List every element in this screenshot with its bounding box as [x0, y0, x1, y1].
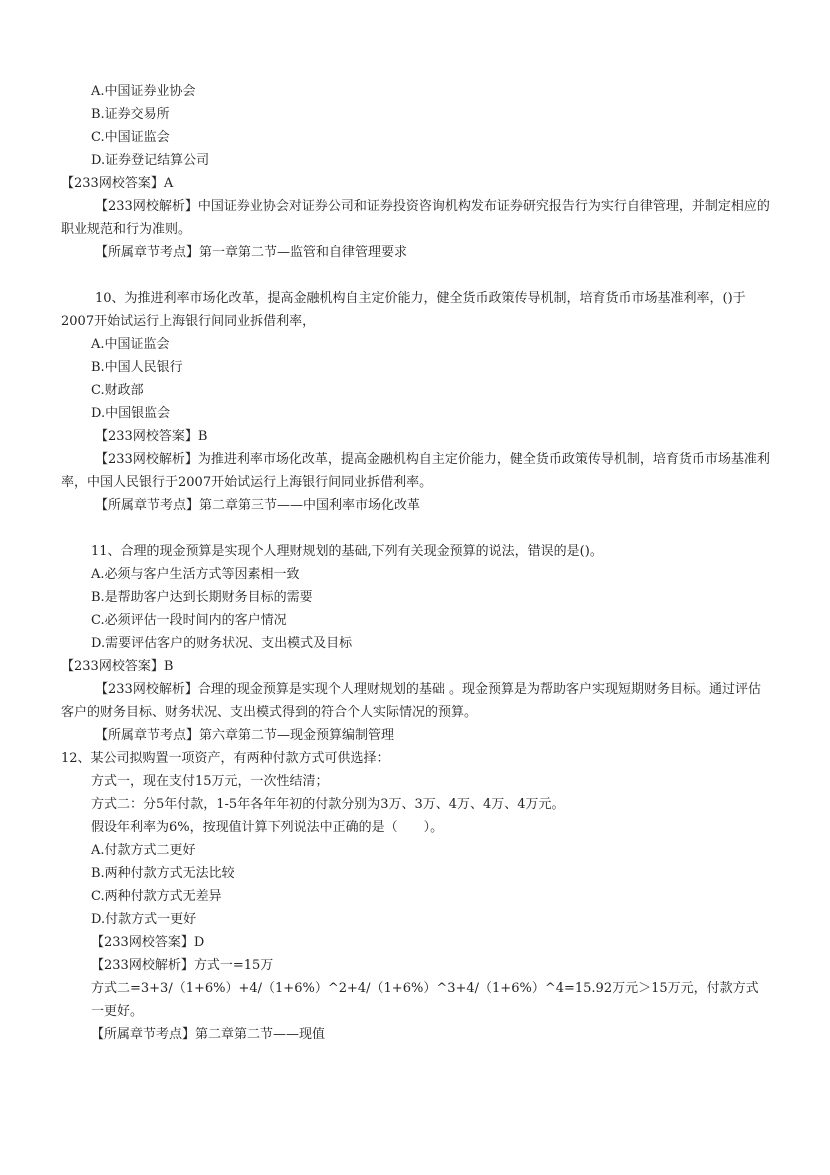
question-stem: 12、某公司拟购置一项资产，有两种付款方式可供选择：	[61, 751, 390, 766]
stem-line-2: 方式二：分5年付款，1-5年各年年初的付款分别为3万、3万、4万、4万、4万元。	[91, 797, 565, 812]
option-a: A.付款方式二更好	[91, 843, 196, 858]
option-c: C.必须评估一段时间内的客户情况	[91, 613, 287, 628]
question-12	[61, 747, 771, 1046]
chapter-point: 【所属章节考点】第二章第三节——中国利率市场化改革	[95, 498, 421, 513]
option-c: C.两种付款方式无差异	[91, 889, 222, 904]
option-b: B.证券交易所	[91, 107, 170, 122]
spacer	[61, 517, 771, 540]
answer: 【233网校答案】B	[95, 429, 208, 444]
analysis-line-1: 【233网校解析】方式一=15万	[91, 958, 274, 973]
question-10	[61, 287, 771, 517]
answer: 【233网校答案】A	[61, 176, 174, 191]
analysis: 【233网校解析】为推进利率市场化改革，提高金融机构自主定价能力，健全货币政策传导机制，培育货币市场基准利率，中国人民银行于2007开始试运行上海银行间同业拆借利率。	[61, 452, 770, 490]
option-b: B.两种付款方式无法比较	[91, 866, 235, 881]
option-b: B.中国人民银行	[91, 360, 183, 375]
analysis: 【233网校解析】合理的现金预算是实现个人理财规划的基础 。现金预算是为帮助客户实现短期财务目标。通过评估客户的财务目标、财务状况、支出模式得到的符合个人实际情况的预算。	[61, 682, 761, 720]
analysis-line-2: 方式二=3+3/（1+6%）+4/（1+6%）^2+4/（1+6%）^3+4/（1+6%）^4=15.92万元＞15万元，付款方式一更好。	[91, 981, 759, 1019]
option-c: C.财政部	[91, 383, 144, 398]
option-d: D.需要评估客户的财务状况、支出模式及目标	[91, 636, 353, 651]
document-page	[61, 80, 771, 1046]
question-9-tail	[61, 80, 771, 264]
option-b: B.是帮助客户达到长期财务目标的需要	[91, 590, 313, 605]
stem-line-3: 假设年利率为6%，按现值计算下列说法中正确的是（ ）。	[91, 820, 444, 835]
option-d: D.证券登记结算公司	[91, 153, 210, 168]
spacer	[61, 264, 771, 287]
question-stem: 11、合理的现金预算是实现个人理财规划的基础,下列有关现金预算的说法，错误的是()。	[91, 544, 603, 559]
option-d: D.付款方式一更好	[91, 912, 197, 927]
chapter-point: 【所属章节考点】第二章第二节——现值	[91, 1027, 326, 1042]
chapter-point: 【所属章节考点】第一章第二节—监管和自律管理要求	[95, 245, 408, 260]
stem-line-1: 方式一，现在支付15万元，一次性结清；	[91, 774, 329, 789]
answer: 【233网校答案】D	[91, 935, 205, 950]
option-d: D.中国银监会	[91, 406, 171, 421]
question-11	[61, 540, 771, 747]
option-a: A.中国证券业协会	[91, 84, 196, 99]
option-c: C.中国证监会	[91, 130, 170, 145]
option-a: A.中国证监会	[91, 337, 170, 352]
question-stem: 10、为推进利率市场化改革，提高金融机构自主定价能力，健全货币政策传导机制，培育货币市场基准利率，()于2007开始试运行上海银行间同业拆借利率，	[61, 291, 746, 329]
chapter-point: 【所属章节考点】第六章第二节—现金预算编制管理	[95, 728, 395, 743]
analysis: 【233网校解析】中国证券业协会对证券公司和证券投资咨询机构发布证券研究报告行为实行自律管理，并制定相应的职业规范和行为准则。	[61, 199, 770, 237]
option-a: A.必须与客户生活方式等因素相一致	[91, 567, 300, 582]
answer: 【233网校答案】B	[61, 659, 174, 674]
